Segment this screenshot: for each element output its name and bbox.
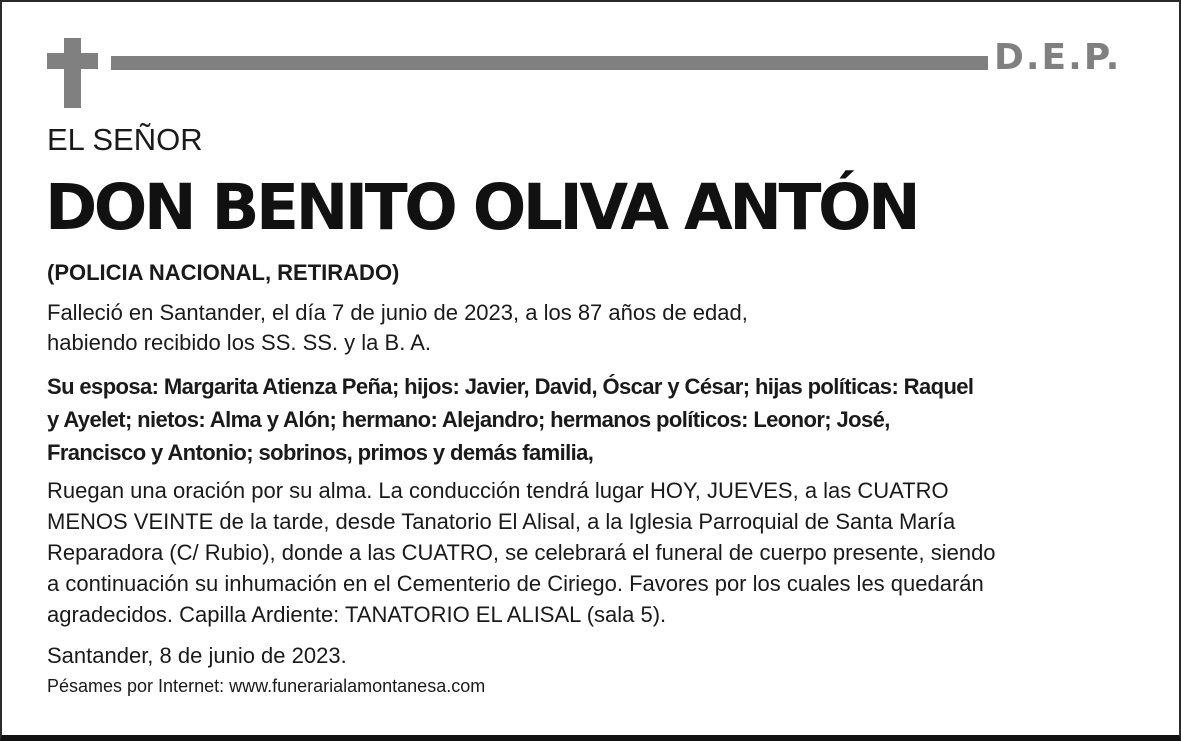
death-notice-line: Falleció en Santander, el día 7 de junio de 2023, a los 87 años de edad, [47,300,748,325]
family-line: Su esposa: Margarita Atienza Peña; hijos: Javier, David, Óscar y César; hijas políticas: Raquel [47,374,974,399]
deceased-name: DON BENITO OLIVA ANTÓN [45,171,918,244]
cross-icon-vertical [64,38,81,108]
cross-icon-horizontal [47,53,98,69]
dep-label: D.E.P. [994,37,1122,78]
condolences-link[interactable]: Pésames por Internet: www.funerarialamontanesa.com [47,676,486,696]
ceremony-line: a continuación su inhumación en el Cementerio de Ciriego. Favores por los cuales les quedarán [47,571,984,596]
date-line: Santander, 8 de junio de 2023. [47,643,347,668]
header-rule [111,56,988,70]
ceremony-line: MENOS VEINTE de la tarde, desde Tanatorio El Alisal, a la Iglesia Parroquial de Santa María [47,509,956,534]
ceremony-line: agradecidos. Capilla Ardiente: TANATORIO EL ALISAL (sala 5). [47,602,667,627]
family-line: Francisco y Antonio; sobrinos, primos y demás familia, [47,440,594,465]
death-notice-line: habiendo recibido los SS. SS. y la B. A. [47,330,432,355]
intro-label: EL SEÑOR [47,122,203,157]
family-line: y Ayelet; nietos: Alma y Alón; hermano: Alejandro; hermanos políticos: Leonor; José, [47,407,890,432]
ceremony-line: Ruegan una oración por su alma. La conducción tendrá lugar HOY, JUEVES, a las CUATRO [47,478,949,503]
deceased-position: (POLICIA NACIONAL, RETIRADO) [47,260,400,285]
ceremony-line: Reparadora (C/ Rubio), donde a las CUATRO, se celebrará el funeral de cuerpo presente, siendo [47,540,996,565]
